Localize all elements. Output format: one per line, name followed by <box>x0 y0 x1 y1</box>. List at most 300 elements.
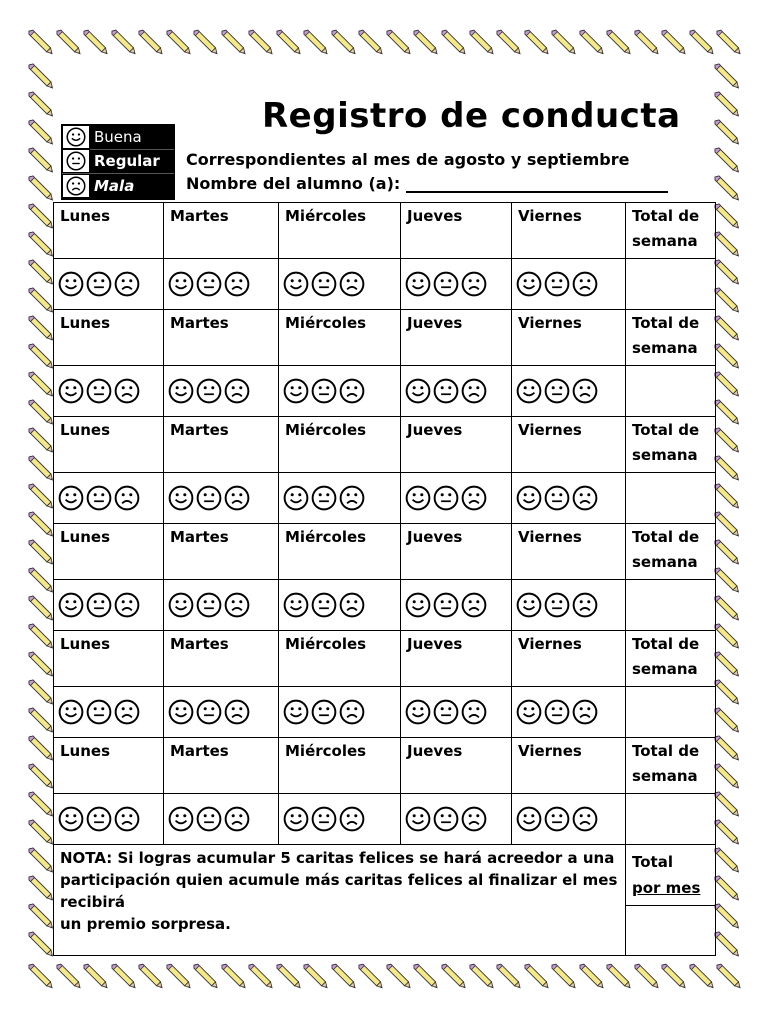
face-options <box>168 485 274 511</box>
happy-face-icon <box>168 699 194 725</box>
day-header: Martes <box>164 738 279 794</box>
happy-face-icon <box>58 592 84 618</box>
pencil-icon <box>712 790 740 818</box>
pencil-icon <box>712 426 740 454</box>
sad-face-icon <box>572 592 598 618</box>
face-options <box>516 806 621 832</box>
pencil-icon <box>712 286 740 314</box>
sad-face-icon <box>339 806 365 832</box>
week-header-row <box>54 738 716 794</box>
day-header: Viernes <box>512 631 626 687</box>
pencil-icon <box>26 846 54 874</box>
pencil-icon <box>26 762 54 790</box>
neutral-face-icon <box>433 806 459 832</box>
pencil-icon <box>26 962 54 990</box>
neutral-face-icon <box>196 378 222 404</box>
happy-face-icon <box>62 125 90 149</box>
pencil-icon <box>81 962 109 990</box>
page-title: Registro de conducta <box>262 96 681 136</box>
face-options <box>58 271 159 297</box>
pencil-icon <box>632 28 660 56</box>
day-header: Martes <box>164 417 279 473</box>
pencil-icon <box>714 962 742 990</box>
sad-face-icon <box>339 378 365 404</box>
pencil-icon <box>439 28 467 56</box>
happy-face-icon <box>168 378 194 404</box>
face-options <box>283 699 396 725</box>
face-options <box>516 592 621 618</box>
day-header: Viernes <box>512 417 626 473</box>
day-header: Jueves <box>401 631 512 687</box>
week-total-label: semana <box>632 660 698 678</box>
sad-face-icon <box>461 699 487 725</box>
day-header: Jueves <box>401 203 512 259</box>
week-faces-row <box>54 794 716 845</box>
pencil-icon <box>712 818 740 846</box>
day-faces-cell <box>401 687 512 738</box>
pencil-icon <box>26 510 54 538</box>
sad-face-icon <box>572 378 598 404</box>
happy-face-icon <box>58 271 84 297</box>
pencil-icon <box>467 28 495 56</box>
pencil-icon <box>136 28 164 56</box>
day-header: Miércoles <box>279 203 401 259</box>
pencil-icon <box>604 962 632 990</box>
day-header: Martes <box>164 631 279 687</box>
day-header: Miércoles <box>279 417 401 473</box>
pencil-icon <box>712 510 740 538</box>
week-total-cell[interactable] <box>626 794 716 845</box>
face-options <box>168 699 274 725</box>
week-total-label: Total de <box>632 207 700 225</box>
week-header-row <box>54 631 716 687</box>
face-options <box>516 485 621 511</box>
neutral-face-icon <box>86 699 112 725</box>
happy-face-icon <box>516 485 542 511</box>
sad-face-icon <box>114 271 140 297</box>
day-faces-cell <box>401 259 512 310</box>
pencil-icon <box>577 28 605 56</box>
day-header: Jueves <box>401 310 512 366</box>
month-total-header <box>626 845 716 906</box>
neutral-face-icon <box>86 592 112 618</box>
face-options <box>283 485 396 511</box>
week-faces-row <box>54 366 716 417</box>
pencil-icon <box>301 962 329 990</box>
day-header: Lunes <box>54 631 164 687</box>
sad-face-icon <box>339 699 365 725</box>
pencil-icon <box>712 846 740 874</box>
face-options <box>405 699 507 725</box>
neutral-face-icon <box>86 806 112 832</box>
neutral-face-icon <box>544 592 570 618</box>
sad-face-icon <box>114 485 140 511</box>
sad-face-icon <box>572 699 598 725</box>
week-total-cell[interactable] <box>626 259 716 310</box>
pencil-icon <box>687 962 715 990</box>
student-name-field[interactable] <box>186 174 668 193</box>
happy-face-icon <box>405 592 431 618</box>
pencil-icon <box>494 28 522 56</box>
face-options <box>405 378 507 404</box>
face-options <box>168 806 274 832</box>
face-options <box>516 378 621 404</box>
neutral-face-icon <box>311 271 337 297</box>
pencil-icon <box>26 482 54 510</box>
happy-face-icon <box>405 271 431 297</box>
day-header: Martes <box>164 524 279 580</box>
day-faces-cell <box>279 794 401 845</box>
day-header: Lunes <box>54 738 164 794</box>
happy-face-icon <box>58 485 84 511</box>
week-total-label: Total de <box>632 421 700 439</box>
neutral-face-icon <box>433 378 459 404</box>
sad-face-icon <box>572 271 598 297</box>
day-faces-cell <box>54 794 164 845</box>
pencil-icon <box>26 790 54 818</box>
pencil-icon <box>26 370 54 398</box>
pencil-icon <box>164 962 192 990</box>
pencil-icon <box>712 734 740 762</box>
pencil-icon <box>712 398 740 426</box>
pencil-icon <box>712 650 740 678</box>
sad-face-icon <box>66 176 86 196</box>
pencil-border-left <box>26 62 56 958</box>
sad-face-icon <box>461 271 487 297</box>
day-header: Viernes <box>512 524 626 580</box>
day-faces-cell <box>401 366 512 417</box>
day-faces-cell <box>54 580 164 631</box>
week-total-header <box>626 738 716 794</box>
pencil-icon <box>26 594 54 622</box>
day-header: Lunes <box>54 417 164 473</box>
day-faces-cell <box>54 366 164 417</box>
week-total-label: semana <box>632 446 698 464</box>
pencil-icon <box>577 962 605 990</box>
pencil-icon <box>329 28 357 56</box>
neutral-face-icon <box>86 271 112 297</box>
happy-face-icon <box>168 271 194 297</box>
happy-face-icon <box>283 378 309 404</box>
pencil-icon <box>659 28 687 56</box>
day-faces-cell <box>401 580 512 631</box>
pencil-icon <box>494 962 522 990</box>
sad-face-icon <box>572 485 598 511</box>
pencil-icon <box>712 454 740 482</box>
conduct-table <box>53 202 716 956</box>
pencil-icon <box>712 118 740 146</box>
sad-face-icon <box>114 699 140 725</box>
pencil-icon <box>191 28 219 56</box>
day-faces-cell <box>401 473 512 524</box>
day-header: Jueves <box>401 417 512 473</box>
legend-label: Regular <box>94 152 160 171</box>
day-faces-cell <box>164 687 279 738</box>
week-total-cell[interactable] <box>626 473 716 524</box>
legend-label: Buena <box>94 127 142 146</box>
week-total-label: semana <box>632 339 698 357</box>
pencil-icon <box>26 566 54 594</box>
pencil-icon <box>301 28 329 56</box>
day-header: Lunes <box>54 524 164 580</box>
day-faces-cell <box>164 794 279 845</box>
day-header: Miércoles <box>279 524 401 580</box>
pencil-icon <box>712 258 740 286</box>
face-options <box>405 271 507 297</box>
pencil-icon <box>549 962 577 990</box>
student-name-label: Nombre del alumno (a): <box>186 174 401 193</box>
pencil-icon <box>604 28 632 56</box>
pencil-icon <box>712 482 740 510</box>
day-faces-cell <box>512 473 626 524</box>
neutral-face-icon <box>196 271 222 297</box>
sad-face-icon <box>114 806 140 832</box>
face-options <box>58 592 159 618</box>
happy-face-icon <box>58 699 84 725</box>
pencil-icon <box>712 706 740 734</box>
happy-face-icon <box>516 271 542 297</box>
pencil-icon <box>219 962 247 990</box>
pencil-icon <box>26 538 54 566</box>
neutral-face-icon <box>544 271 570 297</box>
pencil-icon <box>26 118 54 146</box>
student-name-line[interactable] <box>406 177 668 193</box>
week-total-header <box>626 631 716 687</box>
face-options <box>58 485 159 511</box>
week-total-label: Total de <box>632 528 700 546</box>
week-faces-row <box>54 259 716 310</box>
pencil-icon <box>712 594 740 622</box>
pencil-icon <box>26 62 54 90</box>
pencil-icon <box>384 962 412 990</box>
happy-face-icon <box>283 699 309 725</box>
face-options <box>405 485 507 511</box>
pencil-icon <box>26 650 54 678</box>
happy-face-icon <box>168 485 194 511</box>
week-total-label: Total de <box>632 314 700 332</box>
week-total-cell[interactable] <box>626 580 716 631</box>
pencil-icon <box>712 202 740 230</box>
pencil-icon <box>26 286 54 314</box>
day-header: Lunes <box>54 310 164 366</box>
day-faces-cell <box>279 473 401 524</box>
day-faces-cell <box>279 259 401 310</box>
note-line: un premio sorpresa. <box>60 915 231 933</box>
pencil-icon <box>109 962 137 990</box>
week-faces-row <box>54 687 716 738</box>
neutral-face-icon <box>433 592 459 618</box>
day-faces-cell <box>279 366 401 417</box>
pencil-icon <box>712 62 740 90</box>
week-total-header <box>626 310 716 366</box>
face-options <box>168 271 274 297</box>
day-faces-cell <box>512 580 626 631</box>
week-header-row <box>54 203 716 259</box>
neutral-face-icon <box>544 699 570 725</box>
happy-face-icon <box>516 806 542 832</box>
week-header-row <box>54 310 716 366</box>
happy-face-icon <box>516 592 542 618</box>
happy-face-icon <box>283 806 309 832</box>
pencil-icon <box>329 962 357 990</box>
week-total-header <box>626 203 716 259</box>
happy-face-icon <box>58 378 84 404</box>
sad-face-icon <box>114 592 140 618</box>
legend-item-buena <box>62 125 174 150</box>
pencil-icon <box>712 678 740 706</box>
sad-face-icon <box>339 592 365 618</box>
pencil-icon <box>191 962 219 990</box>
pencil-icon <box>26 258 54 286</box>
week-total-header <box>626 417 716 473</box>
neutral-face-icon <box>196 699 222 725</box>
sad-face-icon <box>224 485 250 511</box>
pencil-icon <box>26 426 54 454</box>
pencil-icon <box>26 28 54 56</box>
happy-face-icon <box>168 806 194 832</box>
week-total-header <box>626 524 716 580</box>
happy-face-icon <box>66 127 86 147</box>
sad-face-icon <box>224 271 250 297</box>
pencil-icon <box>219 28 247 56</box>
day-faces-cell <box>164 473 279 524</box>
pencil-icon <box>712 146 740 174</box>
pencil-icon <box>164 28 192 56</box>
happy-face-icon <box>405 699 431 725</box>
day-header: Jueves <box>401 738 512 794</box>
pencil-icon <box>81 28 109 56</box>
pencil-icon <box>687 28 715 56</box>
day-faces-cell <box>164 366 279 417</box>
pencil-icon <box>384 28 412 56</box>
day-header: Viernes <box>512 203 626 259</box>
happy-face-icon <box>58 806 84 832</box>
month-total-label: Total <box>632 853 673 871</box>
pencil-icon <box>712 762 740 790</box>
pencil-icon <box>274 962 302 990</box>
week-header-row <box>54 524 716 580</box>
week-total-cell[interactable] <box>626 687 716 738</box>
day-faces-cell <box>54 687 164 738</box>
face-options <box>58 806 159 832</box>
day-header: Viernes <box>512 738 626 794</box>
week-faces-row <box>54 580 716 631</box>
face-options <box>405 592 507 618</box>
week-total-label: semana <box>632 767 698 785</box>
sad-face-icon <box>572 806 598 832</box>
sad-face-icon <box>224 699 250 725</box>
day-header: Lunes <box>54 203 164 259</box>
happy-face-icon <box>405 806 431 832</box>
day-faces-cell <box>512 366 626 417</box>
pencil-icon <box>26 874 54 902</box>
pencil-icon <box>712 230 740 258</box>
month-total-cell[interactable] <box>626 906 716 956</box>
neutral-face-icon <box>66 151 86 171</box>
pencil-icon <box>712 622 740 650</box>
pencil-icon <box>467 962 495 990</box>
face-options <box>516 271 621 297</box>
face-options <box>58 378 159 404</box>
sad-face-icon <box>224 378 250 404</box>
face-options <box>283 271 396 297</box>
pencil-icon <box>26 174 54 202</box>
week-total-label: Total de <box>632 742 700 760</box>
pencil-icon <box>411 28 439 56</box>
pencil-icon <box>714 28 742 56</box>
pencil-icon <box>54 28 82 56</box>
page-subtitle: Correspondientes al mes de agosto y septiembre <box>186 150 630 169</box>
pencil-icon <box>136 962 164 990</box>
pencil-icon <box>549 28 577 56</box>
face-options <box>168 592 274 618</box>
neutral-face-icon <box>311 485 337 511</box>
face-options <box>283 378 396 404</box>
happy-face-icon <box>168 592 194 618</box>
neutral-face-icon <box>433 485 459 511</box>
neutral-face-icon <box>196 806 222 832</box>
pencil-icon <box>274 28 302 56</box>
pencil-icon <box>109 28 137 56</box>
neutral-face-icon <box>62 149 90 173</box>
neutral-face-icon <box>544 485 570 511</box>
legend-item-mala <box>62 174 174 199</box>
day-header: Martes <box>164 203 279 259</box>
pencil-icon <box>712 902 740 930</box>
day-faces-cell <box>512 259 626 310</box>
neutral-face-icon <box>433 271 459 297</box>
neutral-face-icon <box>433 699 459 725</box>
pencil-icon <box>246 28 274 56</box>
day-faces-cell <box>164 259 279 310</box>
neutral-face-icon <box>196 592 222 618</box>
pencil-icon <box>26 902 54 930</box>
sad-face-icon <box>224 806 250 832</box>
pencil-icon <box>712 342 740 370</box>
legend-label: Mala <box>94 177 135 196</box>
week-total-label: Total de <box>632 635 700 653</box>
pencil-icon <box>712 370 740 398</box>
day-header: Viernes <box>512 310 626 366</box>
face-options <box>283 592 396 618</box>
day-header: Jueves <box>401 524 512 580</box>
week-total-cell[interactable] <box>626 366 716 417</box>
happy-face-icon <box>516 378 542 404</box>
pencil-icon <box>659 962 687 990</box>
pencil-icon <box>246 962 274 990</box>
legend-item-regular <box>62 150 174 175</box>
pencil-icon <box>712 874 740 902</box>
pencil-icon <box>26 678 54 706</box>
day-faces-cell <box>512 794 626 845</box>
pencil-border-right <box>712 62 742 958</box>
conduct-legend <box>61 124 175 200</box>
day-faces-cell <box>54 473 164 524</box>
note-line: NOTA: Si logras acumular 5 caritas felices se hará acreedor a una <box>60 849 615 867</box>
day-faces-cell <box>401 794 512 845</box>
pencil-icon <box>26 90 54 118</box>
pencil-border-top <box>26 28 742 58</box>
day-header: Miércoles <box>279 738 401 794</box>
note-row <box>54 845 716 906</box>
pencil-icon <box>356 28 384 56</box>
sad-face-icon <box>339 485 365 511</box>
pencil-border-bottom <box>26 962 742 992</box>
week-total-label: semana <box>632 553 698 571</box>
pencil-icon <box>26 454 54 482</box>
sad-face-icon <box>461 806 487 832</box>
pencil-icon <box>411 962 439 990</box>
